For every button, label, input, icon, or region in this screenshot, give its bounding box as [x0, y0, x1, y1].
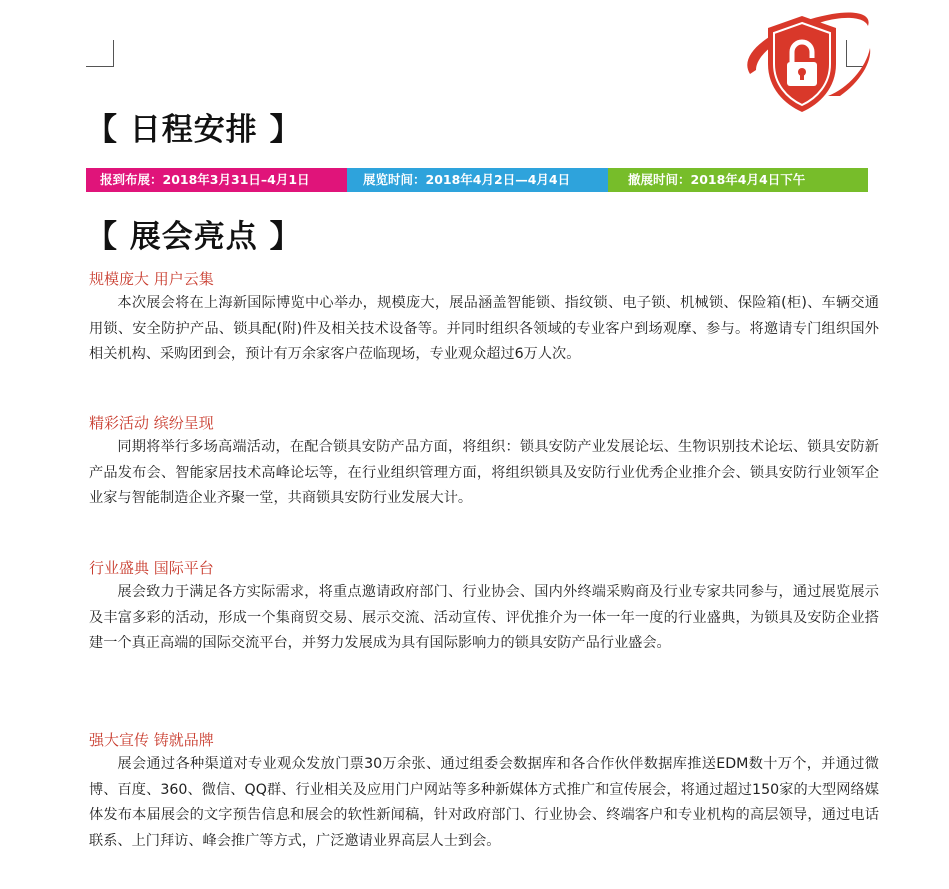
section-body: 展会致力于满足各方实际需求，将重点邀请政府部门、行业协会、国内外终端采购商及行业专家共同参与，通过展览展示及丰富多彩的活动，形成一个集商贸交易、展示交流、活动宣传、评优推介为一体一年一度的行业盛典，为锁具及安防企业搭建一个真正高端的国际交流平台，并努力发展成为具有国际影响力的锁具安防产品行业盛会。	[89, 584, 879, 651]
highlight-section	[89, 730, 879, 854]
schedule-teardown-label: 撤展时间：	[628, 172, 691, 187]
highlights-heading: 【 展会亮点 】	[86, 219, 302, 255]
page-corner-mark	[113, 40, 114, 67]
section-title: 行业盛典 国际平台	[89, 559, 214, 577]
section-body: 同期将举行多场高端活动，在配合锁具安防产品方面，将组织：锁具安防产业发展论坛、生物识别技术论坛、锁具安防新产品发布会、智能家居技术高峰论坛等，在行业组织管理方面，将组织锁具及安防行业优秀企业推介会、锁具安防行业领军企业家与智能制造企业齐聚一堂，共商锁具安防行业发展大计。	[89, 439, 879, 506]
highlight-section	[89, 558, 879, 657]
page-corner-mark	[86, 66, 114, 67]
section-body: 展会通过各种渠道对专业观众发放门票30万余张、通过组委会数据库和各合作伙伴数据库推送EDM数十万个，并通过微博、百度、360、微信、QQ群、行业相关及应用门户网站等多种新媒体方式推广和宣传展会，将通过超过150家的大型网络媒体发布本届展会的文字预告信息和展会的软性新闻稿，针对政府部门、行业协会、终端客户和专业机构的高层领导，通过电话联系、上门拜访、峰会推广等方式，广泛邀请业界高层人士到会。	[89, 756, 879, 849]
schedule-setup-label: 报到布展：	[100, 172, 163, 187]
schedule-exhibition-value: 2018年4月2日—4月4日	[425, 172, 571, 187]
schedule-heading: 【 日程安排 】	[86, 112, 302, 148]
schedule-bar	[86, 168, 868, 192]
schedule-teardown-value: 2018年4月4日下午	[690, 172, 806, 187]
schedule-exhibition-label: 展览时间：	[363, 172, 426, 187]
shield-lock-icon	[732, 8, 874, 118]
highlight-section	[89, 413, 879, 512]
section-title: 精彩活动 缤纷呈现	[89, 414, 214, 432]
schedule-setup	[86, 168, 347, 192]
section-title: 规模庞大 用户云集	[89, 270, 214, 288]
schedule-exhibition	[347, 168, 608, 192]
section-title: 强大宣传 铸就品牌	[89, 731, 214, 749]
highlight-section	[89, 269, 879, 368]
schedule-teardown	[608, 168, 868, 192]
schedule-setup-value: 2018年3月31日–4月1日	[162, 172, 310, 187]
section-body: 本次展会将在上海新国际博览中心举办，规模庞大，展品涵盖智能锁、指纹锁、电子锁、机械锁、保险箱(柜)、车辆交通用锁、安全防护产品、锁具配(附)件及相关技术设备等。并同时组织各领域的专业客户到场观摩、参与。将邀请专门组织国外相关机构、采购团到会，预计有万余家客户莅临现场，专业观众超过6万人次。	[89, 295, 879, 362]
